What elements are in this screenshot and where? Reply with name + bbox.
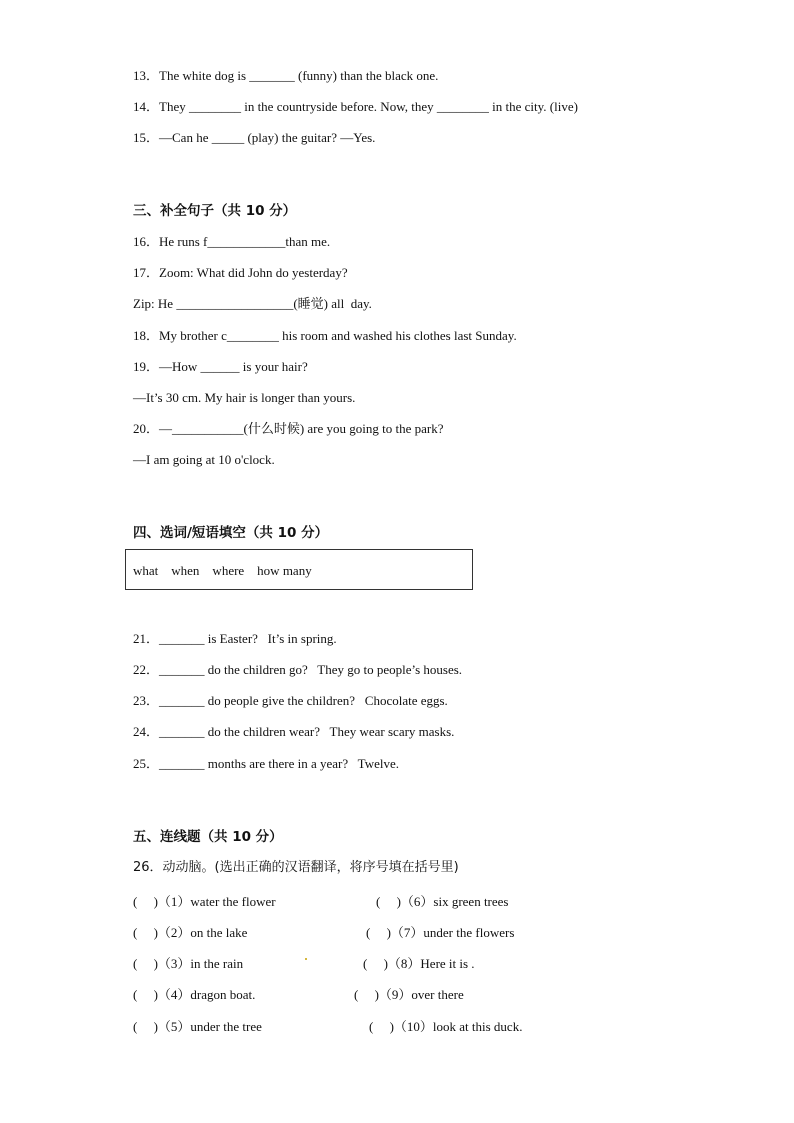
match-left-4: ( )（4）dragon boat. (133, 987, 256, 1002)
question-15: 15．—Can he _____ (play) the guitar? —Yes. (133, 130, 376, 145)
match-left-1: ( )（1）water the flower (133, 894, 276, 909)
question-26-instruction: 26．动动脑。(选出正确的汉语翻译，将序号填在括号里) (133, 860, 459, 875)
question-24: 24．_______ do the children wear? They wear scary masks. (133, 724, 455, 739)
word-bank-box (125, 549, 473, 590)
match-left-5: ( )（5）under the tree (133, 1019, 262, 1034)
match-right-9: ( )（9）over there (354, 987, 464, 1002)
stray-dot (305, 958, 307, 960)
match-left-2: ( )（2）on the lake (133, 925, 248, 940)
match-right-8: ( )（8）Here it is . (363, 956, 475, 971)
question-17-answer: Zip: He __________________(睡觉) all day. (133, 296, 372, 311)
question-16: 16．He runs f____________than me. (133, 234, 331, 249)
question-25: 25．_______ months are there in a year? Twelve. (133, 756, 399, 771)
section-3-heading: 三、补全句子（共 10 分） (133, 203, 297, 219)
question-18: 18．My brother c________ his room and washed his clothes last Sunday. (133, 328, 517, 343)
question-20-answer: —I am going at 10 o'clock. (133, 452, 275, 467)
question-23: 23．_______ do people give the children? Chocolate eggs. (133, 693, 448, 708)
question-19: 19．—How ______ is your hair? (133, 359, 308, 374)
match-right-7: ( )（7）under the flowers (366, 925, 515, 940)
question-22: 22．_______ do the children go? They go to people’s houses. (133, 662, 463, 677)
question-20: 20．—___________(什么时候) are you going to the park? (133, 421, 444, 436)
section-4-heading: 四、选词/短语填空（共 10 分） (133, 525, 329, 541)
match-right-6: ( )（6）six green trees (376, 894, 509, 909)
word-bank: what when where how many (133, 563, 312, 578)
question-14: 14．They ________ in the countryside before. Now, they ________ in the city. (live) (133, 99, 578, 114)
match-right-10: ( )（10）look at this duck. (369, 1019, 523, 1034)
question-19-answer: —It’s 30 cm. My hair is longer than yours. (133, 390, 356, 405)
question-17: 17．Zoom: What did John do yesterday? (133, 265, 348, 280)
match-left-3: ( )（3）in the rain (133, 956, 244, 971)
question-21: 21．_______ is Easter? It’s in spring. (133, 631, 337, 646)
section-5-heading: 五、连线题（共 10 分） (133, 829, 283, 845)
question-13: 13．The white dog is _______ (funny) than the black one. (133, 68, 439, 83)
